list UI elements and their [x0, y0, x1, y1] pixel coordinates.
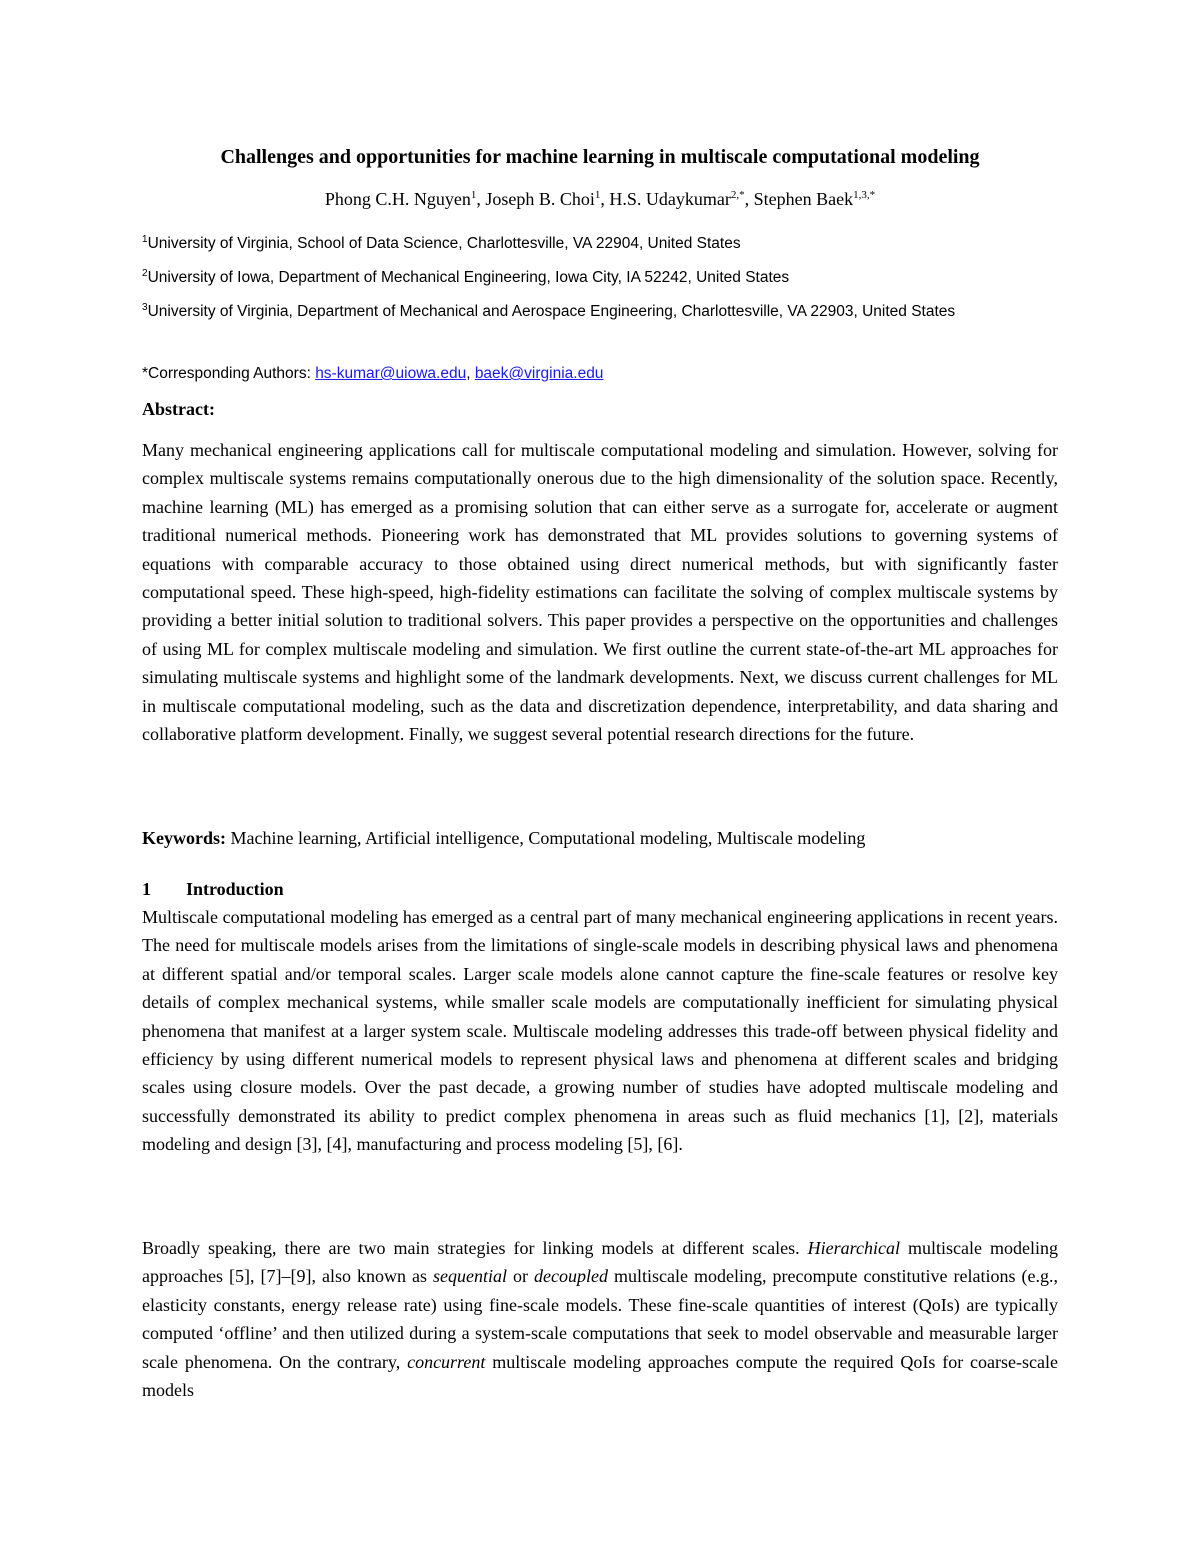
abstract-heading: Abstract:	[142, 399, 215, 419]
author-sup: 2,*	[730, 189, 745, 201]
author-name: Phong C.H. Nguyen	[324, 189, 471, 209]
intro-paragraph-1: Multiscale computational modeling has emerged as a central part of many mechanical engineering applications in recent years. The need for multiscale models arises from the limitations of single-scale models in describing physical laws and phenomena at different spatial and/or temporal scales. Larger scale models alone cannot capture the fine-scale features or resolve key details of complex mechanical systems, while smaller scale models are computationally inefficient for simulating physical phenomena that manifest at a larger system scale. Multiscale modeling addresses this trade-off between physical fidelity and efficiency by using different numerical models to represent physical laws and phenomena at different scales and bridging scales using closure models. Over the past decade, a growing number of studies have adopted multiscale modeling and successfully demonstrated its ability to predict complex phenomena in areas such as fluid mechanics [1], [2], materials modeling and design [3], [4], manufacturing and process modeling [5], [6].	[142, 907, 1058, 1155]
author-name: H.S. Udaykumar	[609, 189, 731, 209]
keywords-label: Keywords:	[142, 828, 226, 848]
affiliation-text: University of Iowa, Department of Mechanical Engineering, Iowa City, IA 52242, United States	[147, 269, 790, 286]
emphasis: Hierarchical	[807, 1238, 900, 1258]
author-sup: 1,3,*	[853, 189, 876, 201]
affiliation-3	[142, 299, 1058, 325]
section-number: 1	[142, 879, 151, 899]
emphasis: decoupled	[534, 1266, 609, 1287]
keywords-text: Machine learning, Artificial intelligence, Computational modeling, Multiscale modeling	[226, 828, 866, 848]
text-run: or	[507, 1266, 535, 1287]
author-list: Phong C.H. Nguyen$^1$, Joseph B. Choi$^1$, H.S. Udaykumar$^{2,*}$, Stephen Baek$^{1,3,*}$	[324, 189, 876, 209]
corresponding-authors	[142, 361, 1058, 387]
text-run: multiscale modeling approaches compute the required QoIs for coarse-scale models	[142, 1351, 1058, 1401]
email-link-2[interactable]: baek@virginia.edu	[474, 365, 604, 382]
emphasis: concurrent	[407, 1351, 486, 1372]
section-title: Introduction	[186, 879, 284, 899]
affiliation-2	[142, 265, 1058, 291]
corresponding-label: *Corresponding Authors:	[142, 365, 316, 382]
intro-paragraph-2	[142, 1234, 1058, 1404]
emphasis: sequential	[433, 1266, 508, 1287]
affiliation-text: University of Virginia, School of Data Science, Charlottesville, VA 22904, United States	[147, 235, 741, 252]
section-heading	[142, 877, 284, 901]
author-sup: 1	[594, 189, 601, 201]
email-link-1[interactable]: hs-kumar@uiowa.edu	[315, 365, 467, 382]
separator: ,	[466, 365, 475, 382]
paper-title: Challenges and opportunities for machine learning in multiscale computational modeling	[220, 146, 980, 168]
affiliation-1	[142, 231, 1058, 257]
abstract-text: Many mechanical engineering applications call for multiscale computational modeling and simulation. However, solving for complex multiscale systems remains computationally onerous due to the high dimensionality of the solution space. Recently, machine learning (ML) has emerged as a promising solution that can either serve as a surrogate for, accelerate or augment traditional numerical methods. Pioneering work has demonstrated that ML provides solutions to governing systems of equations with comparable accuracy to those obtained using direct numerical methods, but with significantly faster computational speed. These high-speed, high-fidelity estimations can facilitate the solving of complex multiscale systems by providing a better initial solution to traditional solvers. This paper provides a perspective on the opportunities and challenges of using ML for complex multiscale modeling and simulation. We first outline the current state-of-the-art ML approaches for simulating multiscale systems and highlight some of the landmark developments. Next, we discuss current challenges for ML in multiscale computational modeling, such as the data and discretization dependence, interpretability, and data sharing and collaborative platform development. Finally, we suggest several potential research directions for the future.	[142, 440, 1058, 745]
text-run: Broadly speaking, there are two main strategies for linking models at different scales.	[142, 1238, 808, 1258]
author-sup: 1	[470, 189, 477, 201]
affiliation-sup: 1	[142, 234, 148, 245]
text-run: multiscale modeling approaches [5], [7]–[9], also known as	[142, 1238, 1058, 1287]
author-name: Stephen Baek	[753, 189, 854, 209]
affiliation-text: University of Virginia, Department of Mechanical and Aerospace Engineering, Charlottesville, VA 22903, United States	[147, 303, 956, 320]
affiliation-sup: 2	[142, 268, 148, 279]
keywords	[142, 825, 1058, 851]
affiliation-sup: 3	[142, 302, 148, 313]
author-name: Joseph B. Choi	[485, 189, 595, 209]
text-run: multiscale modeling, precompute constitutive relations (e.g., elasticity constants, energy release rate) using fine-scale models. These fine-scale quantities of interest (QoIs) are typically computed ‘offline’ and then utilized during a system-scale computations that seek to model observable and measurable larger scale phenomena. On the contrary,	[142, 1266, 1058, 1372]
